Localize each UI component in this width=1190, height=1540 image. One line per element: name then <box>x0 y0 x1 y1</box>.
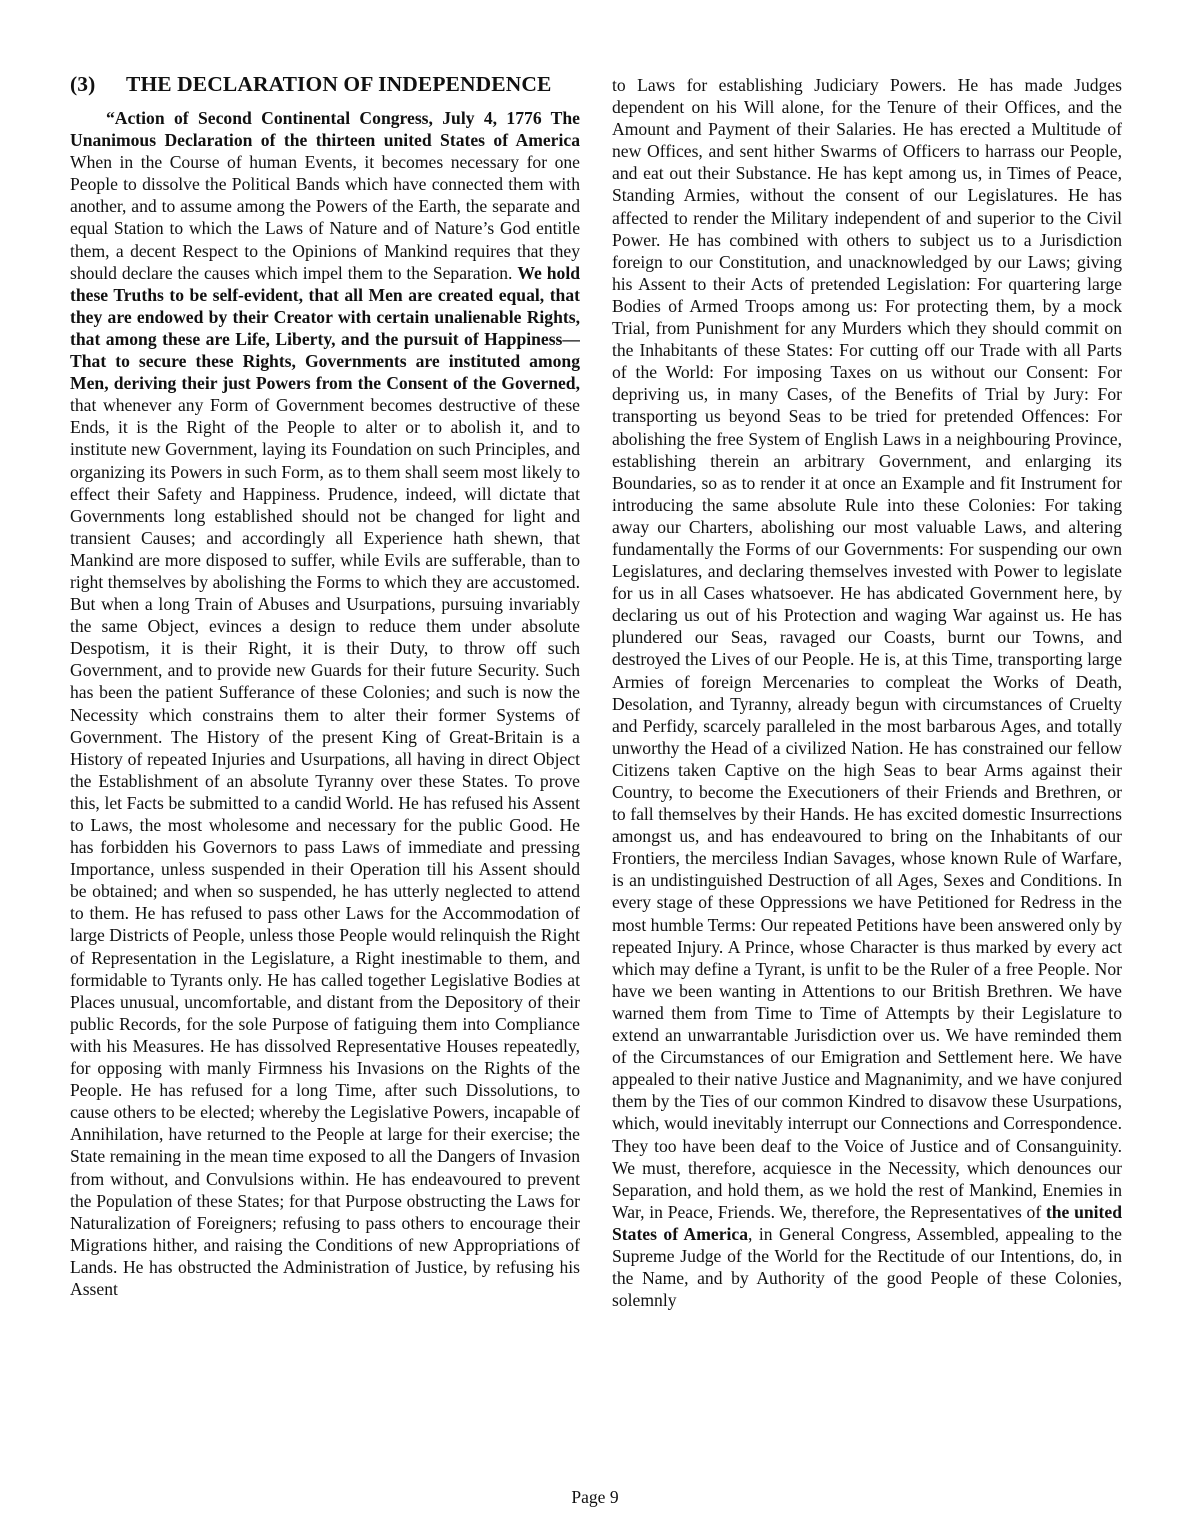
body-text: When in the Course of human Events, it becomes necessary for one People to dissolve the Political Bands which have connected them with another, and to assume among the Powers of the Earth, the separate and equal Station to which the Laws of Nature and of Nature’s God entitle them, a decent Respect to the Opinions of Mankind requires that they should declare the causes which impel them to the Separation. <box>70 152 580 283</box>
declaration-text-right <box>612 74 1122 1311</box>
bold-intro: “Action of Second Continental Congress, July 4, 1776 The Unanimous Declaration of the thirteen united States of America <box>70 108 580 151</box>
declaration-text-left <box>70 107 580 1300</box>
section-title: THE DECLARATION OF INDEPENDENCE <box>126 72 552 96</box>
right-column <box>612 74 1122 1474</box>
section-number: (3) <box>70 72 96 96</box>
bold-united-states: the united States of America <box>612 1201 1122 1244</box>
section-heading <box>70 72 580 97</box>
body-text: , in General Congress, Assembled, appealing to the Supreme Judge of the World for the Rectitude of our Intentions, do, in the Name, and by Authority of the good People of these Colonies, solemnly <box>612 1223 1122 1311</box>
body-text: to Laws for establishing Judiciary Powers. He has made Judges dependent on his Will alone, for the Tenure of their Offices, and the Amount and Payment of their Salaries. He has erected a Multitude of new Offices, and sent hither Swarms of Officers to harrass our People, and eat out their Substance. He has kept among us, in Times of Peace, Standing Armies, without the consent of our Legislatures. He has affected to render the Military independent of and superior to the Civil Power. He has combined with others to subject us to a Jurisdiction foreign to our Constitution, and unacknowledged by our Laws; giving his Assent to their Acts of pretended Legislation: For quartering large Bodies of Armed Troops among us: For protecting them, by a mock Trial, from Punishment for any Murders which they should commit on the Inhabitants of these States: For cutting off our Trade with all Parts of the World: For imposing Taxes on us without our Consent: For depriving us, in many Cases, of the Benefits of Trial by Jury: For transporting us beyond Seas to be tried for pretended Offences: For abolishing the free System of English Laws in a neighbouring Province, establishing therein an arbitrary Government, and enlarging its Boundaries, so as to render it at once an Example and fit Instrument for introducing the same absolute Rule into these Colonies: For taking away our Charters, abolishing our most valuable Laws, and altering fundamentally the Forms of our Governments: For suspending our own Legislatures, and declaring themselves invested with Power to legislate for us in all Cases whatsoever. He has abdicated Government here, by declaring us out of his Protection and waging War against us. He has plundered our Seas, ravaged our Coasts, burnt our Towns, and destroyed the Lives of our People. He is, at this Time, transporting large Armies of foreign Mercenaries to compleat the Works of Death, Desolation, and Tyranny, already begun with circumstances of Cruelty and Perfidy, scarcely paralleled in the most barbarous Ages, and totally unworthy the Head of a civilized Nation. He has constrained our fellow Citizens taken Captive on the high Seas to bear Arms against their Country, to become the Executioners of their Friends and Brethren, or to fall themselves by their Hands. He has excited domestic Insurrections amongst us, and has endeavoured to bring on the Inhabitants of our Frontiers, the merciless Indian Savages, whose known Rule of Warfare, is an undistinguished Destruction of all Ages, Sexes and Conditions. In every stage of these Oppressions we have Petitioned for Redress in the most humble Terms: Our repeated Petitions have been answered only by repeated Injury. A Prince, whose Character is thus marked by every act which may define a Tyrant, is unfit to be the Ruler of a free People. Nor have we been wanting in Attentions to our British Brethren. We have warned them from Time to Time of Attempts by their Legislature to extend an unwarrantable Jurisdiction over us. We have reminded them of the Circumstances of our Emigration and Settlement here. We have appealed to their native Justice and Magnanimity, and we have conjured them by the Ties of our common Kindred to disavow these Usurpations, which, would inevitably interrupt our Connections and Correspondence. They too have been deaf to the Voice of Justice and of Consanguinity. We must, therefore, acquiesce in the Necessity, which denounces our Separation, and hold them, as we hold the rest of Mankind, Enemies in War, in Peace, Friends. We, therefore, the Representatives of <box>612 75 1122 1222</box>
body-text: that whenever any Form of Government becomes destructive of these Ends, it is the Right of the People to alter or to abolish it, and to institute new Government, laying its Foundation on such Principles, and organizing its Powers in such Form, as to them shall seem most likely to effect their Safety and Happiness. Prudence, indeed, will dictate that Governments long established should not be changed for light and transient Causes; and accordingly all Experience hath shewn, that Mankind are more disposed to suffer, while Evils are sufferable, than to right themselves by abolishing the Forms to which they are accustomed. But when a long Train of Abuses and Usurpations, pursuing invariably the same Object, evinces a design to reduce them under absolute Despotism, it is their Right, it is their Duty, to throw off such Government, and to provide new Guards for their future Security. Such has been the patient Sufferance of these Colonies; and such is now the Necessity which constrains them to alter their former Systems of Government. The History of the present King of Great-Britain is a History of repeated Injuries and Usurpations, all having in direct Object the Establishment of an absolute Tyranny over these States. To prove this, let Facts be submitted to a candid World. He has refused his Assent to Laws, the most wholesome and necessary for the public Good. He has forbidden his Governors to pass Laws of immediate and pressing Importance, unless suspended in their Operation till his Assent should be obtained; and when so suspended, he has utterly neglected to attend to them. He has refused to pass other Laws for the Accommodation of large Districts of People, unless those People would relinquish the Right of Representation in the Legislature, a Right inestimable to them, and formidable to Tyrants only. He has called together Legislative Bodies at Places unusual, uncomfortable, and distant from the Depository of their public Records, for the sole Purpose of fatiguing them into Compliance with his Measures. He has dissolved Representative Houses repeatedly, for opposing with manly Firmness his Invasions on the Rights of the People. He has refused for a long Time, after such Dissolutions, to cause others to be elected; whereby the Legislative Powers, incapable of Annihilation, have returned to the People at large for their exercise; the State remaining in the mean time exposed to all the Dangers of Invasion from without, and Convulsions within. He has endeavoured to prevent the Population of these States; for that Purpose obstructing the Laws for Naturalization of Foreigners; refusing to pass others to encourage their Migrations hither, and raising the Conditions of new Appropriations of Lands. He has obstructed the Administration of Justice, by refusing his Assent <box>70 395 580 1299</box>
page-number: Page 9 <box>571 1487 619 1507</box>
left-column <box>70 72 580 1472</box>
bold-truths: We hold these Truths to be self-evident, that all Men are created equal, that they are endowed by their Creator with certain unalienable Rights, that among these are Life, Liberty, and the pursuit of Happiness—That to secure these Rights, Governments are instituted among Men, deriving their just Powers from the Consent of the Governed, <box>70 262 580 394</box>
